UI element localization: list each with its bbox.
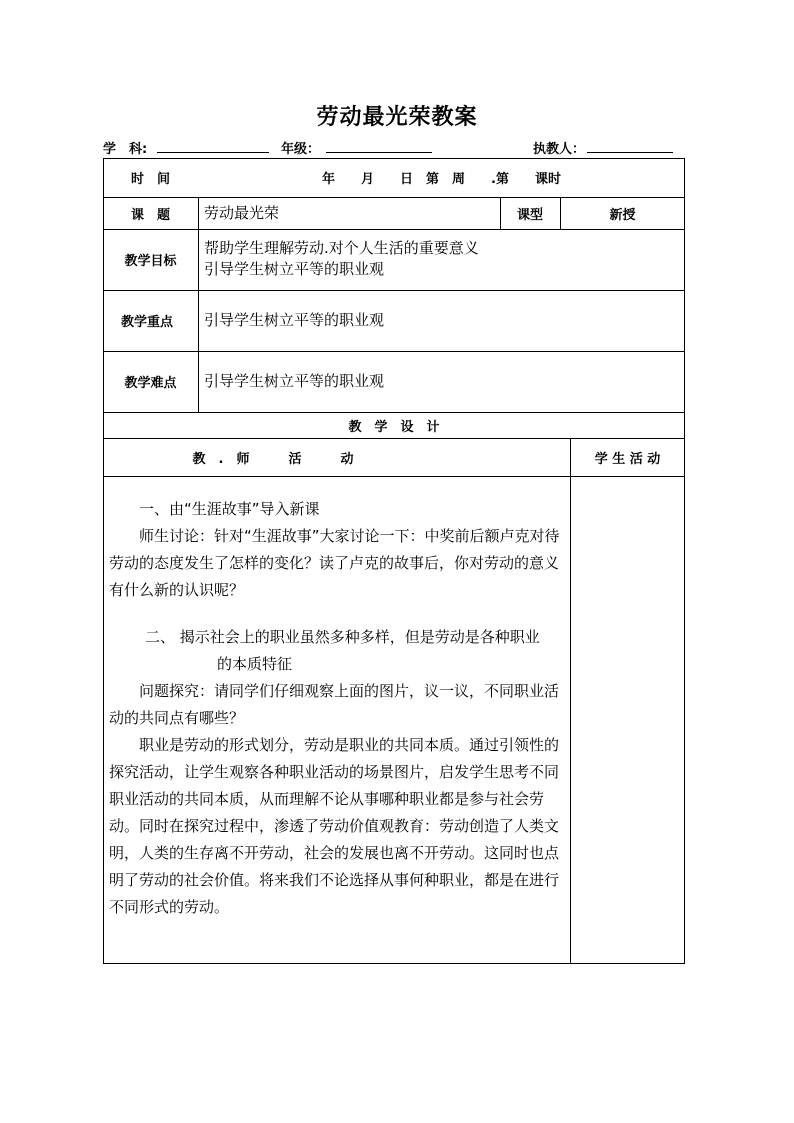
paragraph: 职业是劳动的形式划分，劳动是职业的共同本质。通过引领性的探究活动，让学生观察各种职业活动的场景图片，启发学生思考不同职业活动的共同本质，从而理解不论从事哪种职业都是参与社会劳动。同时在探究过程中，渗透了劳动价值观教育：劳动创造了人类文明，人类的生存离不开劳动，社会的发展也离不开劳动。这同时也点明了劳动的社会价值。将来我们不论选择从事何种职业，都是在进行不同形式的劳动。 <box>109 736 560 916</box>
teacher-label: 执教人： <box>533 142 586 157</box>
lesson-body <box>109 496 569 921</box>
topic-label: 课 题 <box>130 207 170 223</box>
teacher-activity-content <box>103 476 570 964</box>
subject-label: 学 科: <box>103 142 148 157</box>
goal-line: 引导学生树立平等的职业观 <box>204 260 385 278</box>
goal-value <box>204 238 674 280</box>
design-header: 教 学 设 计 <box>348 419 440 435</box>
paragraph: 师生讨论：针对“生涯故事”大家讨论一下：中奖前后额卢克对待劳动的态度发生了怎样的变化？读了卢克的故事后，你对劳动的意义有什么新的认识呢？ <box>109 527 560 599</box>
subject-field <box>103 138 147 157</box>
time-value: 年 月 日 第 周 .第 课时 <box>322 172 561 187</box>
grade-field <box>281 138 320 157</box>
difficulty-value: 引导学生树立平等的职业观 <box>204 372 385 390</box>
section-heading-cont: 的本质特征 <box>217 655 293 673</box>
teacher-activity-header: 教 . 师 活 动 <box>192 451 354 467</box>
key-label: 教学重点 <box>120 315 173 330</box>
difficulty-label: 教学难点 <box>124 376 177 391</box>
column-divider <box>198 197 199 412</box>
grade-label: 年级： <box>281 142 321 157</box>
section-heading: 二、 揭示社会上的职业虽然多种多样，但是劳动是各种职业 <box>145 628 540 646</box>
teacher-blank <box>587 138 673 153</box>
time-label: 时 间 <box>130 172 170 187</box>
grade-blank <box>326 138 432 153</box>
type-label: 课型 <box>516 207 543 223</box>
teacher-field <box>533 138 585 157</box>
section-heading: 一、由“生涯故事”导入新课 <box>139 500 320 518</box>
key-value: 引导学生树立平等的职业观 <box>204 311 385 329</box>
goal-label: 教学目标 <box>124 254 177 269</box>
document-title: 劳动最光荣教案 <box>316 105 478 130</box>
goal-line: 帮助学生理解劳动.对个人生活的重要意义 <box>204 239 479 257</box>
student-activity-header: 学 生 活 动 <box>594 451 661 467</box>
student-activity-content <box>570 476 685 964</box>
type-value: 新授 <box>609 207 636 223</box>
topic-value: 劳动最光荣 <box>204 204 280 222</box>
subject-blank <box>157 138 269 153</box>
lesson-plan-table <box>103 158 685 964</box>
paragraph: 问题探究：请同学们仔细观察上面的图片，议一议，不同职业活动的共同点有哪些？ <box>109 682 560 727</box>
info-row <box>103 138 685 158</box>
